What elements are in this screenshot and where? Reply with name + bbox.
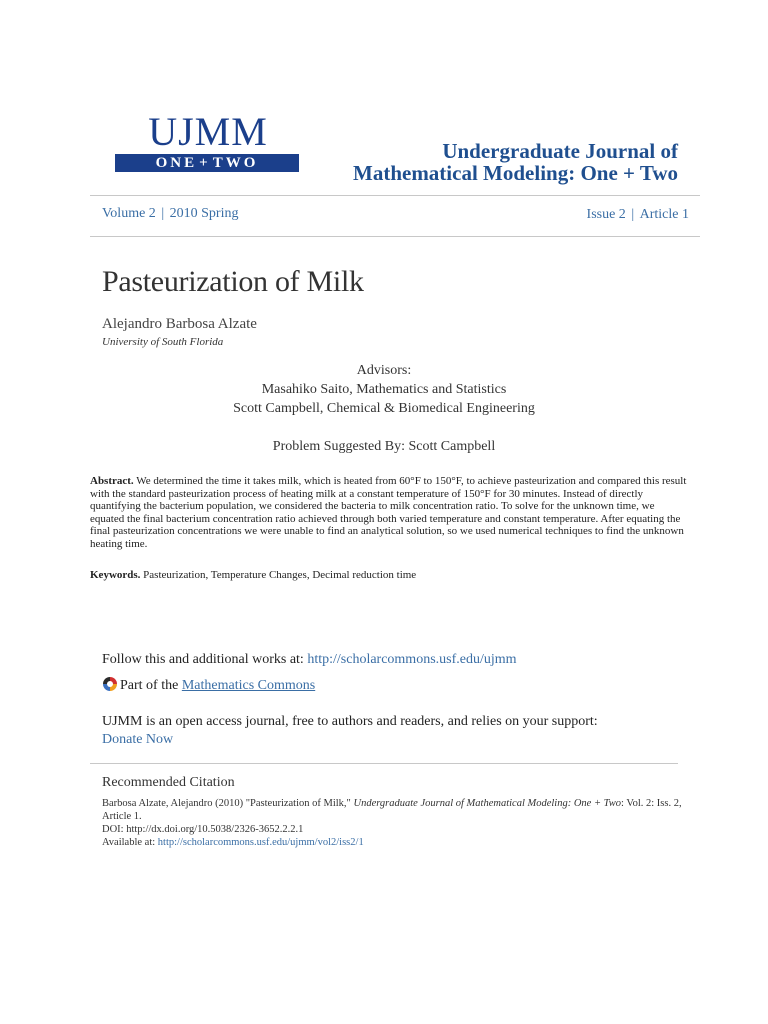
issue-info — [587, 207, 689, 223]
journal-title-line1: Undergraduate Journal of — [442, 139, 678, 163]
keywords — [90, 569, 416, 581]
author-affiliation: University of South Florida — [102, 336, 224, 348]
divider-mid — [90, 236, 700, 237]
citation-authors: Barbosa Alzate, Alejandro (2010) "Pasteurization of Milk," — [102, 798, 351, 809]
abstract-label: Abstract. — [90, 475, 134, 487]
citation-line2: Article 1. — [102, 811, 142, 822]
abstract — [90, 475, 690, 550]
issue-link[interactable]: Issue 2 — [586, 207, 626, 222]
article-title: Pasteurization of Milk — [102, 265, 364, 298]
article-link[interactable]: Article 1 — [639, 207, 689, 222]
keywords-text: Pasteurization, Temperature Changes, Decimal reduction time — [143, 569, 417, 581]
divider-top — [90, 195, 700, 196]
problem-suggested: Problem Suggested By: Scott Campbell — [272, 439, 496, 454]
divider-citation — [90, 763, 678, 764]
open-access-text: UJMM is an open access journal, free to authors and readers, and relies on your support: — [102, 714, 598, 729]
journal-title[interactable] — [298, 140, 678, 184]
part-of-line — [102, 676, 315, 694]
citation-doi: DOI: http://dx.doi.org/10.5038/2326-3652.2.2.1 — [102, 824, 304, 835]
logo-bar-right: TWO — [212, 155, 259, 171]
mathematics-commons-link[interactable]: Mathematics Commons — [181, 678, 316, 693]
part-of-text: Part of the — [120, 678, 179, 693]
term-link[interactable]: 2010 Spring — [169, 206, 239, 221]
author-name: Alejandro Barbosa Alzate — [102, 316, 257, 332]
volume-info — [102, 206, 238, 222]
keywords-label: Keywords. — [90, 569, 141, 581]
advisor-item: Masahiko Saito, Mathematics and Statistics — [261, 382, 507, 397]
advisors-label: Advisors: — [356, 363, 412, 378]
follow-line — [102, 652, 517, 668]
citation-line1 — [102, 797, 682, 810]
separator: | — [157, 206, 168, 221]
citation-available-link[interactable]: http://scholarcommons.usf.edu/ujmm/vol2/iss2/1 — [157, 837, 364, 848]
journal-title-line2: Mathematical Modeling: One + Two — [353, 161, 678, 185]
citation-heading: Recommended Citation — [102, 775, 235, 790]
logo-bar — [115, 154, 299, 172]
commons-network-icon — [102, 676, 118, 692]
citation-available-label: Available at: — [102, 837, 156, 848]
journal-logo — [113, 109, 303, 178]
follow-url-link[interactable]: http://scholarcommons.usf.edu/ujmm — [307, 652, 517, 667]
citation-volume: : Vol. 2: Iss. 2, — [621, 798, 682, 809]
logo-bar-left: ONE — [155, 155, 198, 171]
citation-body — [102, 797, 682, 849]
donate-link[interactable]: Donate Now — [102, 732, 174, 747]
advisor-item: Scott Campbell, Chemical & Biomedical Engineering — [233, 401, 535, 416]
separator: | — [627, 207, 638, 222]
logo-text: UJMM — [148, 109, 268, 154]
volume-link[interactable]: Volume 2 — [102, 206, 156, 221]
citation-available — [102, 836, 682, 849]
citation-journal: Undergraduate Journal of Mathematical Modeling: One + Two — [353, 798, 621, 809]
follow-text: Follow this and additional works at: — [102, 652, 304, 667]
abstract-text: We determined the time it takes milk, which is heated from 60°F to 150°F, to achieve pasteurization and compared this result with the standard pasteurization process of heating milk at a constant temperature of 150°F for 30 minutes. Instead of directly quantifying the bacterium population, we considered the bacteria to milk concentration ratio. To solve for the unknown time, we equated the final bacterium concentration ratio achieved through both varied temperature and constant temperature. After equating the final pasteurization concentrations we were unable to find an analytical solution, so we used numerical techniques to find the unknown heating time. — [90, 475, 687, 550]
logo-bar-plus: + — [199, 155, 211, 171]
